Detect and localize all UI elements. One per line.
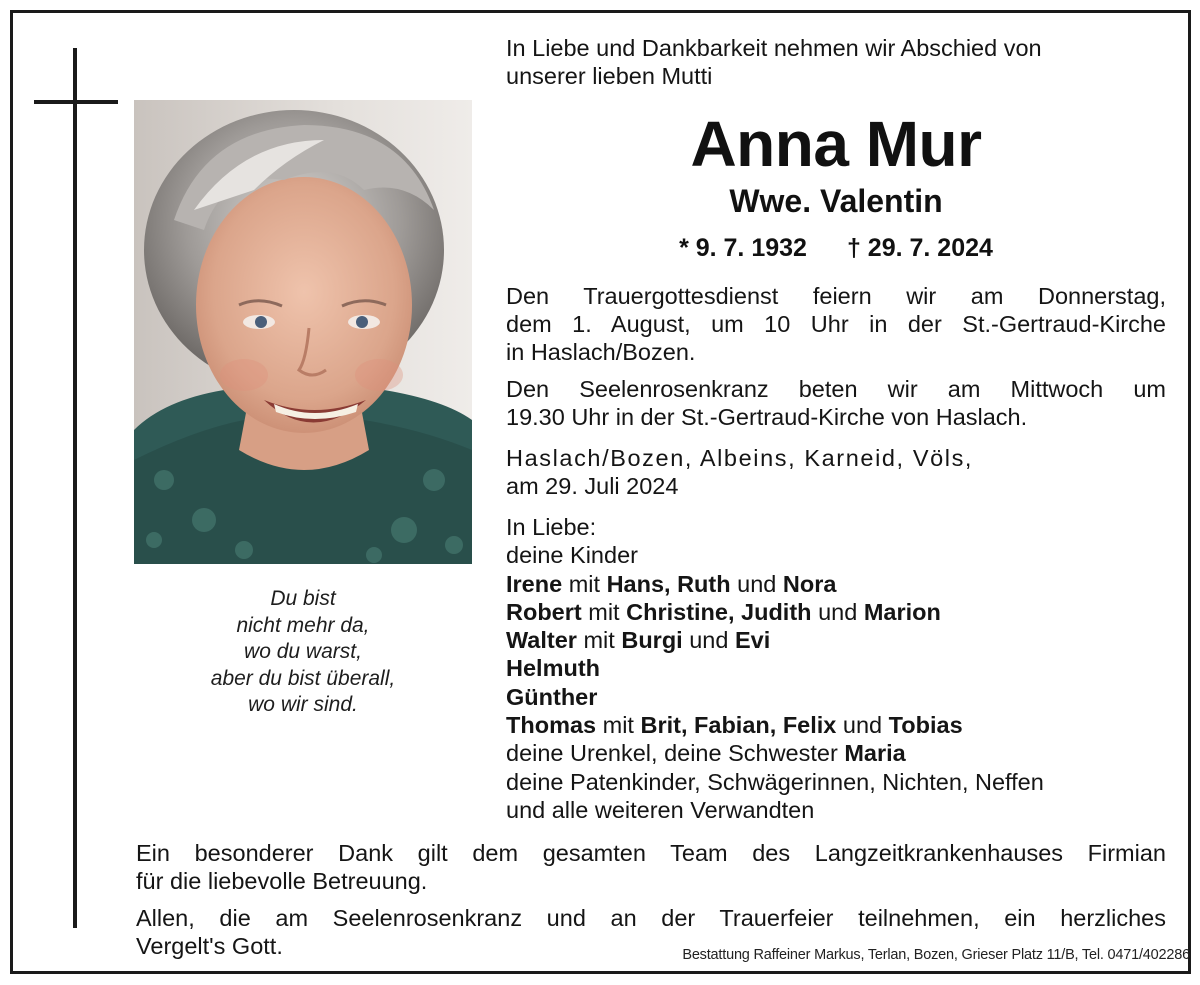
relative-names: Brit, Fabian, Felix [640,712,837,739]
child-name: Walter [506,627,577,654]
funeral-line: in Haslach/Bozen. [506,339,696,365]
relative-name: Evi [734,627,771,654]
connector: und [737,570,777,597]
undertaker-info: Bestattung Raffeiner Markus, Terlan, Bozen, Grieser Platz 11/B, Tel. 0471/402286 [682,947,1190,963]
relatives-text: deine Urenkel, deine Schwester [506,740,838,767]
poem-line: aber du bist überall, [210,666,396,690]
family-row [506,626,1166,654]
child-name: Thomas [506,712,597,739]
widow-of: Wwe. Valentin [729,183,943,219]
intro-line: In Liebe und Dankbarkeit nehmen wir Abschied von [506,35,1042,61]
relative-name: Marion [863,598,941,625]
funeral-service-info [506,282,1166,366]
relative-names: Christine, Judith [626,598,812,625]
connector: mit [568,570,601,597]
family-heading: In Liebe: [506,514,597,540]
funeral-line: dem 1. August, um 10 Uhr in der St.-Gertraud-Kirche [506,311,1166,337]
intro-text [506,34,1042,90]
birth-date: * 9. 7. 1932 [679,234,807,262]
connector: mit [583,627,615,654]
rosary-line: Den Seelenrosenkranz beten wir am Mittwoch um [506,376,1166,402]
poem [134,586,472,719]
family-row [506,654,1166,682]
date-line: am 29. Juli 2024 [506,473,679,499]
cross-icon [73,48,77,928]
connector: und [689,627,729,654]
connector: und [842,712,883,739]
funeral-line: Den Trauergottesdienst feiern wir am Donnerstag, [506,283,1166,309]
place-and-date [506,444,1166,500]
relative-names: Burgi [621,627,683,654]
child-name: Günther [506,683,598,710]
deceased-name: Anna Mur [690,108,982,180]
family-row [506,683,1166,711]
death-date: † 29. 7. 2024 [846,234,993,262]
relatives-line: und alle weiteren Verwandten [506,796,815,823]
poem-line: nicht mehr da, [236,613,370,637]
child-name: Robert [506,598,582,625]
cross-icon-bar [34,100,118,104]
family-row [506,711,1166,739]
poem-line: wo du warst, [244,640,362,663]
thanks-line: Ein besonderer Dank gilt dem gesamten Team des Langzeitkrankenhauses Firmian [136,840,1166,866]
relative-names: Hans, Ruth [606,570,731,597]
connector: und [818,598,858,625]
connector: mit [602,712,634,739]
mourners-list [506,513,1166,824]
godchildren-line: deine Patenkinder, Schwägerinnen, Nichten, Neffen [506,768,1044,795]
life-dates [506,232,1166,264]
connector: mit [588,598,620,625]
intro-line: unserer lieben Mutti [506,63,713,89]
child-name: Irene [506,570,563,597]
thanks-line: Allen, die am Seelenrosenkranz und an der Trauerfeier teilnehmen, ein herzliches [136,905,1166,931]
child-name: Helmuth [506,655,600,682]
thanks-line: Vergelt's Gott. [136,933,283,959]
relative-name: Nora [782,570,837,597]
special-thanks [136,839,1166,895]
poem-line: Du bist [270,587,336,610]
thanks-line: für die liebevolle Betreuung. [136,868,428,894]
children-label: deine Kinder [506,542,638,569]
portrait-photo [134,100,472,564]
poem-line: wo wir sind. [248,693,358,716]
family-row [506,598,1166,626]
rosary-line: 19.30 Uhr in der St.-Gertraud-Kirche von Haslach. [506,404,1028,430]
relative-name: Tobias [888,712,963,739]
family-row [506,570,1166,598]
rosary-info [506,375,1166,431]
place-line: Haslach/Bozen, Albeins, Karneid, Völs, [506,445,974,471]
sister-name: Maria [844,740,906,767]
family-row [506,739,1166,767]
